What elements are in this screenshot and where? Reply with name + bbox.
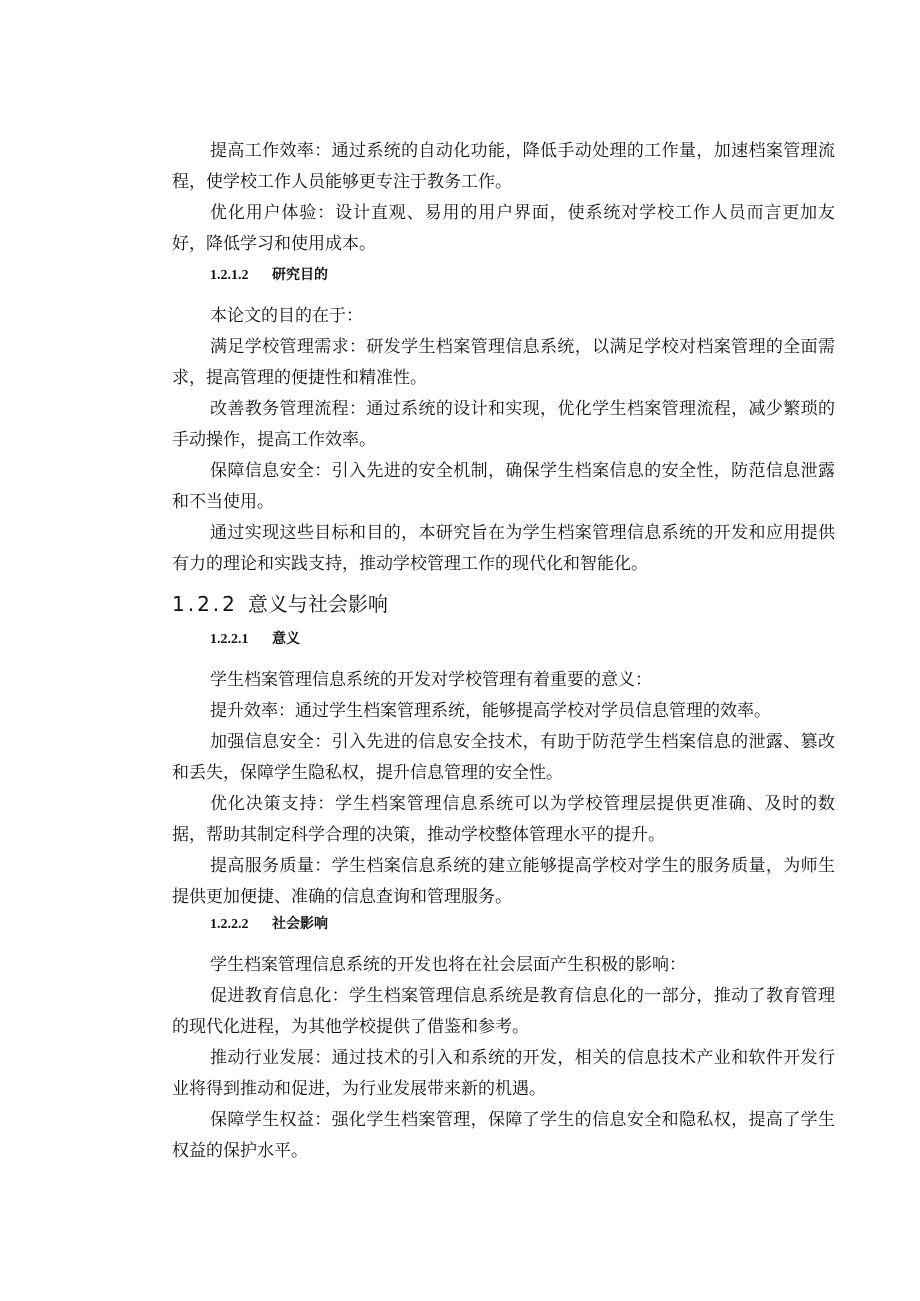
paragraph-workflow: 改善教务管理流程：通过系统的设计和实现，优化学生档案管理流程，减少繁琐的手动操作，提高工作效率。 <box>172 399 835 450</box>
heading-number: 1.2.2.1 <box>210 632 249 647</box>
heading-title: 意义与社会影响 <box>247 592 388 616</box>
heading-title: 社会影响 <box>272 916 328 932</box>
heading-number: 1.2.1.2 <box>210 268 249 283</box>
paragraph-school-needs: 满足学校管理需求：研发学生档案管理信息系统，以满足学校对档案管理的全面需求，提高管理的便捷性和精准性。 <box>172 337 835 388</box>
page-content <box>172 136 835 1167</box>
heading-research-purpose <box>172 264 835 287</box>
paragraph-purpose-summary: 通过实现这些目标和目的，本研究旨在为学生档案管理信息系统的开发和应用提供有力的理论和实践支持，推动学校管理工作的现代化和智能化。 <box>172 523 835 574</box>
paragraph-industry-development: 推动行业发展：通过技术的引入和系统的开发，相关的信息技术产业和软件开发行业将得到推动和促进，为行业发展带来新的机遇。 <box>172 1048 835 1099</box>
heading-title: 研究目的 <box>272 267 328 283</box>
paragraph-improve-efficiency: 提升效率：通过学生档案管理系统，能够提高学校对学员信息管理的效率。 <box>210 701 771 721</box>
paragraph-decision-support: 优化决策支持：学生档案管理信息系统可以为学校管理层提供更准确、及时的数据，帮助其制定科学合理的决策，推动学校整体管理水平的提升。 <box>172 794 835 845</box>
paragraph-purpose-intro: 本论文的目的在于： <box>210 306 363 326</box>
heading-significance <box>172 628 835 651</box>
heading-number: 1.2.2 <box>172 592 238 616</box>
heading-social-impact <box>172 913 835 936</box>
heading-number: 1.2.2.2 <box>210 917 249 932</box>
paragraph-efficiency: 提高工作效率：通过系统的自动化功能，降低手动处理的工作量，加速档案管理流程，使学校工作人员能够更专注于教务工作。 <box>172 141 835 192</box>
heading-title: 意义 <box>272 631 300 647</box>
paragraph-service-quality: 提高服务质量：学生档案信息系统的建立能够提高学校对学生的服务质量，为师生提供更加便捷、准确的信息查询和管理服务。 <box>172 856 835 907</box>
paragraph-security: 保障信息安全：引入先进的安全机制，确保学生档案信息的安全性，防范信息泄露和不当使用。 <box>172 461 835 512</box>
paragraph-student-rights: 保障学生权益：强化学生档案管理，保障了学生的信息安全和隐私权，提高了学生权益的保护水平。 <box>172 1110 835 1161</box>
paragraph-user-experience: 优化用户体验：设计直观、易用的用户界面，使系统对学校工作人员而言更加友好，降低学习和使用成本。 <box>172 203 835 254</box>
paragraph-education-informatization: 促进教育信息化：学生档案管理信息系统是教育信息化的一部分，推动了教育管理的现代化进程，为其他学校提供了借鉴和参考。 <box>172 986 835 1037</box>
paragraph-social-intro: 学生档案管理信息系统的开发也将在社会层面产生积极的影响： <box>210 955 686 975</box>
heading-significance-impact <box>172 590 835 618</box>
paragraph-info-security: 加强信息安全：引入先进的信息安全技术，有助于防范学生档案信息的泄露、篡改和丢失，保障学生隐私权，提升信息管理的安全性。 <box>172 732 835 783</box>
paragraph-significance-intro: 学生档案管理信息系统的开发对学校管理有着重要的意义： <box>210 670 652 690</box>
